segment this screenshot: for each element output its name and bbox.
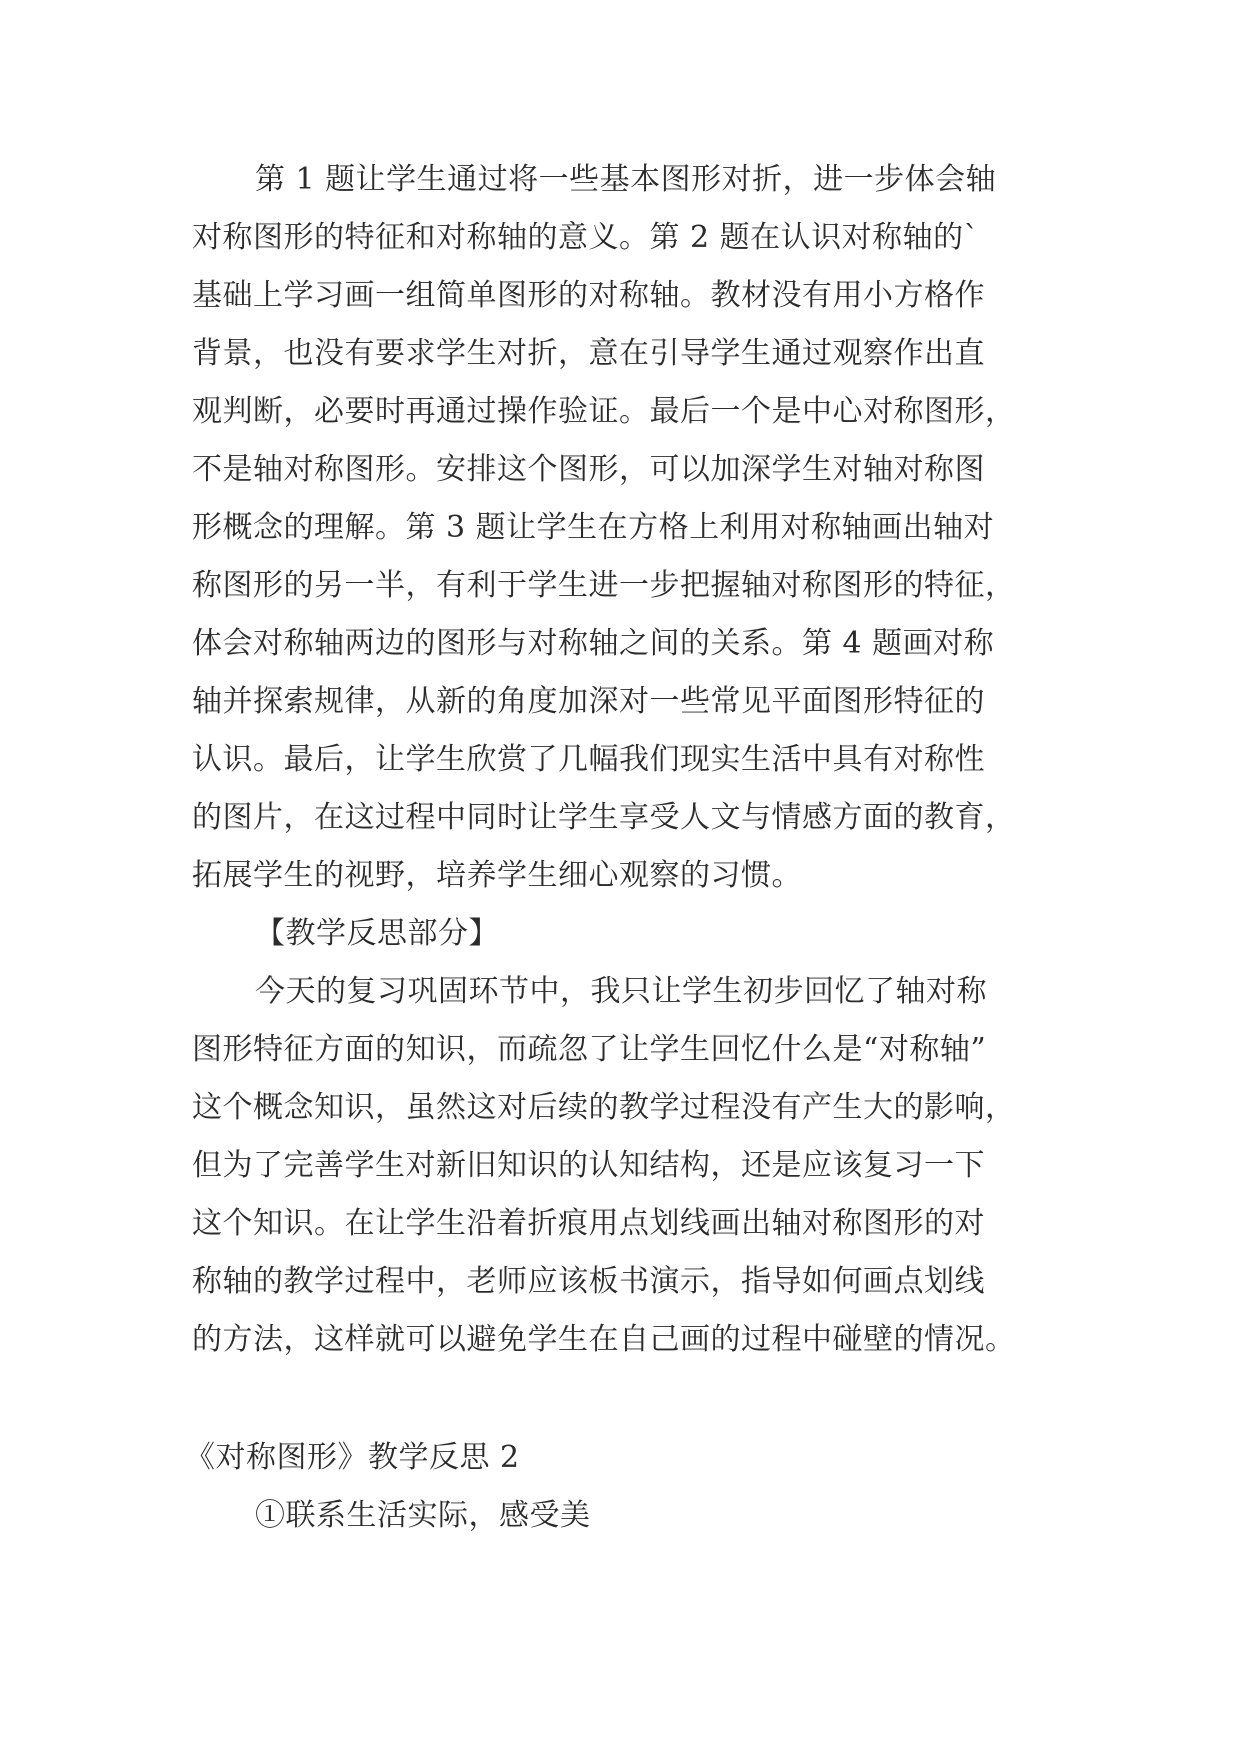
paragraph-line: 背景，也没有要求学生对折，意在引导学生通过观察作出直 <box>192 336 985 371</box>
paragraph-line: 不是轴对称图形。安排这个图形，可以加深学生对轴对称图 <box>192 452 985 487</box>
paragraph-line: 基础上学习画一组简单图形的对称轴。教材没有用小方格作 <box>192 278 985 313</box>
document-title: 《对称图形》教学反思 2 <box>185 1440 520 1475</box>
paragraph-line: 称轴的教学过程中，老师应该板书演示，指导如何画点划线 <box>192 1264 985 1299</box>
paragraph-line: 拓展学生的视野，培养学生细心观察的习惯。 <box>192 858 802 893</box>
paragraph-line: 但为了完善学生对新旧知识的认知结构，还是应该复习一下 <box>192 1148 985 1183</box>
section-heading: 【教学反思部分】 <box>255 916 499 951</box>
paragraph-line: 的方法，这样就可以避免学生在自己画的过程中碰壁的情况。 <box>192 1322 1016 1357</box>
paragraph-line: 观判断，必要时再通过操作验证。最后一个是中心对称图形， <box>192 394 1016 429</box>
paragraph-line: 这个知识。在让学生沿着折痕用点划线画出轴对称图形的对 <box>192 1206 985 1241</box>
paragraph-line: 这个概念知识，虽然这对后续的教学过程没有产生大的影响， <box>192 1090 1016 1125</box>
paragraph-line: 形概念的理解。第 3 题让学生在方格上利用对称轴画出轴对 <box>192 510 995 545</box>
paragraph-line: 的图片，在这过程中同时让学生享受人文与情感方面的教育， <box>192 800 1016 835</box>
paragraph-line: 第 1 题让学生通过将一些基本图形对折，进一步体会轴 <box>255 162 997 197</box>
paragraph-line: 体会对称轴两边的图形与对称轴之间的关系。第 4 题画对称 <box>192 626 995 661</box>
list-item: ①联系生活实际，感受美 <box>255 1498 591 1533</box>
paragraph-line: 对称图形的特征和对称轴的意义。第 2 题在认识对称轴的` <box>192 220 980 255</box>
paragraph-line: 今天的复习巩固环节中，我只让学生初步回忆了轴对称 <box>255 974 987 1009</box>
paragraph-line: 称图形的另一半，有利于学生进一步把握轴对称图形的特征， <box>192 568 1016 603</box>
paragraph-line: 轴并探索规律，从新的角度加深对一些常见平面图形特征的 <box>192 684 985 719</box>
paragraph-line: 图形特征方面的知识，而疏忽了让学生回忆什么是“对称轴” <box>192 1032 987 1067</box>
paragraph-line: 认识。最后，让学生欣赏了几幅我们现实生活中具有对称性 <box>192 742 985 777</box>
